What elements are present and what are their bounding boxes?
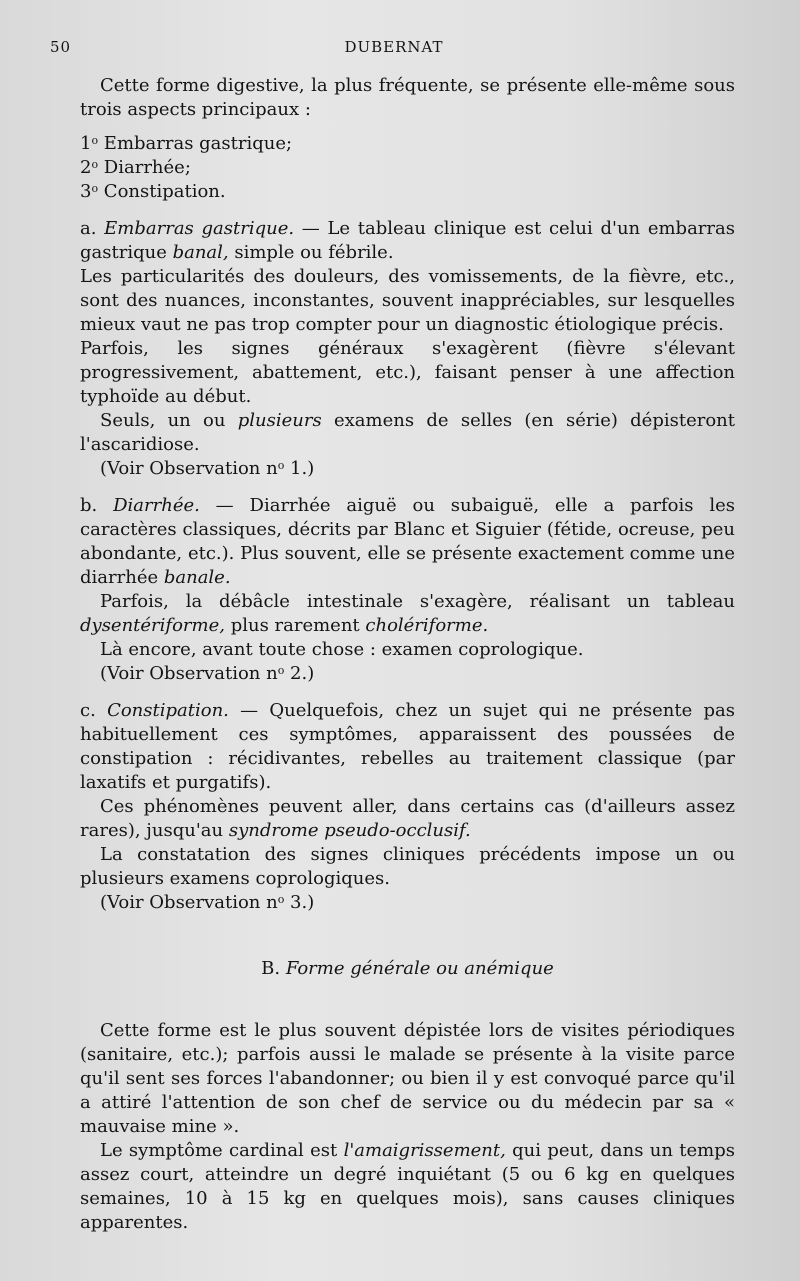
- list-item-number: 1: [80, 133, 92, 154]
- emphasis-text: syndrome pseudo-occlusif.: [228, 820, 471, 841]
- paragraph-text: Parfois, la débâcle intestinale s'exagère, réalisant un tableau: [100, 591, 735, 612]
- observation-ordinal: o: [277, 459, 285, 472]
- section-title: Embarras gastrique.: [104, 218, 295, 239]
- paragraph: [80, 590, 735, 638]
- spacer: [80, 981, 735, 1019]
- section-heading: [80, 957, 735, 981]
- running-head-author: DUBERNAT: [344, 38, 444, 56]
- paragraph: Là encore, avant toute chose : examen coprologique.: [100, 639, 584, 660]
- section-heading-title: Forme générale ou anémique: [285, 958, 554, 979]
- list-item-ordinal: o: [91, 158, 99, 171]
- spacer: [80, 686, 735, 699]
- section-forme-generale: [80, 1019, 735, 1235]
- emphasis-text: cholériforme.: [365, 615, 489, 636]
- section-lead-paragraph: [80, 494, 735, 590]
- observation-reference: [80, 662, 735, 686]
- list-item: [80, 156, 735, 180]
- emphasis-text: dysentériforme,: [80, 615, 225, 636]
- observation-text: (Voir Observation n: [100, 663, 278, 684]
- section-heading-letter: B.: [261, 958, 286, 979]
- section-letter: a.: [80, 218, 105, 239]
- spacer: [80, 915, 735, 957]
- spacer: [80, 481, 735, 494]
- paragraph: Les particularités des douleurs, des vomissements, de la fièvre, etc., sont des nuances, inconstantes, souvent inappréciables, sur lesquelles mieux vaut ne pas trop compter pour un diagnostic étiologique précis.: [80, 266, 735, 335]
- paragraph: [80, 409, 735, 457]
- paragraph: Cette forme est le plus souvent dépistée lors de visites périodiques (sanitaire, etc.); parfois aussi le malade se présente à la visite parce qu'il sent ses forces l'abandonner; ou bien il y est convoqué parce qu'il a attiré l'attention de son chef de service ou du médecin par sa « mauvaise mine ».: [80, 1020, 735, 1137]
- observation-reference: [80, 891, 735, 915]
- paragraph-text: Ces phénomènes peuvent aller, dans certains cas (d'ailleurs assez rares), jusqu'au: [80, 796, 735, 841]
- section-lead-paragraph: [80, 217, 735, 265]
- list-item-number: 3: [80, 181, 92, 202]
- paragraph: Parfois, les signes généraux s'exagèrent (fièvre s'élevant progressivement, abattement, etc.), faisant penser à une affection typhoïde au début.: [80, 338, 735, 407]
- running-head: [50, 38, 738, 60]
- paragraph-text: qui peut, dans un temps assez court, atteindre un degré inquiétant (5 ou 6 kg en quelques semaines, 10 à 15 kg en quelques mois), sans causes cliniques apparentes.: [80, 1140, 735, 1233]
- observation-ordinal: o: [277, 664, 285, 677]
- list-item-label: Constipation.: [98, 181, 226, 202]
- paragraph-text: — Le tableau clinique est celui d'un embarras gastrique: [80, 218, 735, 263]
- paragraph: La constatation des signes cliniques précédents impose un ou plusieurs examens coprologiques.: [80, 844, 735, 889]
- body-text: [80, 74, 735, 1235]
- paragraph-text: Seuls, un ou: [100, 410, 238, 431]
- section-letter: c.: [80, 700, 108, 721]
- observation-number: 3.): [284, 892, 315, 913]
- paragraph-text: plus rarement: [224, 615, 366, 636]
- list-item-ordinal: o: [91, 182, 99, 195]
- observation-text: (Voir Observation n: [100, 892, 278, 913]
- spacer: [80, 204, 735, 217]
- section-letter: b.: [80, 495, 114, 516]
- paragraph-text: — Quelquefois, chez un sujet qui ne présente pas habituellement ces symptômes, apparaissent des poussées de constipation : récidivantes, rebelles au traitement classique (par laxatifs et purgatifs).: [80, 700, 735, 793]
- list-item-ordinal: o: [91, 134, 99, 147]
- paragraph: [80, 795, 735, 843]
- section-embarras-gastrique: [80, 217, 735, 481]
- intro-paragraph: Cette forme digestive, la plus fréquente, se présente elle-même sous trois aspects principaux :: [80, 75, 735, 120]
- page-number: 50: [50, 38, 72, 56]
- section-constipation: [80, 699, 735, 915]
- emphasis-text: l'amaigrissement,: [343, 1140, 506, 1161]
- paragraph-text: examens de selles (en série) dépisteront l'ascaridiose.: [80, 410, 736, 455]
- section-lead-paragraph: [80, 699, 735, 795]
- list-item-label: Embarras gastrique;: [98, 133, 293, 154]
- paragraph-text: Le symptôme cardinal est: [100, 1140, 344, 1161]
- list-item: [80, 180, 735, 204]
- section-title: Constipation.: [107, 700, 229, 721]
- observation-ordinal: o: [277, 893, 285, 906]
- observation-number: 2.): [284, 663, 315, 684]
- paragraph-text: — Diarrhée aiguë ou subaiguë, elle a parfois les caractères classiques, décrits par Blanc et Siguier (fétide, ocreuse, peu abondante, etc.). Plus souvent, elle se présente exactement comme une diarrhée: [80, 495, 735, 588]
- spacer: [80, 122, 735, 132]
- list-item-number: 2: [80, 157, 92, 178]
- paragraph-text: simple ou fébrile.: [228, 242, 394, 263]
- emphasis-text: plusieurs: [237, 410, 322, 431]
- aspects-list: [80, 132, 735, 204]
- section-title: Diarrhée.: [113, 495, 200, 516]
- observation-reference: [80, 457, 735, 481]
- paragraph: [80, 1139, 735, 1235]
- list-item-label: Diarrhée;: [98, 157, 191, 178]
- observation-number: 1.): [284, 458, 315, 479]
- emphasis-text: banal,: [172, 242, 229, 263]
- observation-text: (Voir Observation n: [100, 458, 278, 479]
- list-item: [80, 132, 735, 156]
- emphasis-text: banale.: [163, 567, 231, 588]
- section-diarrhee: [80, 494, 735, 686]
